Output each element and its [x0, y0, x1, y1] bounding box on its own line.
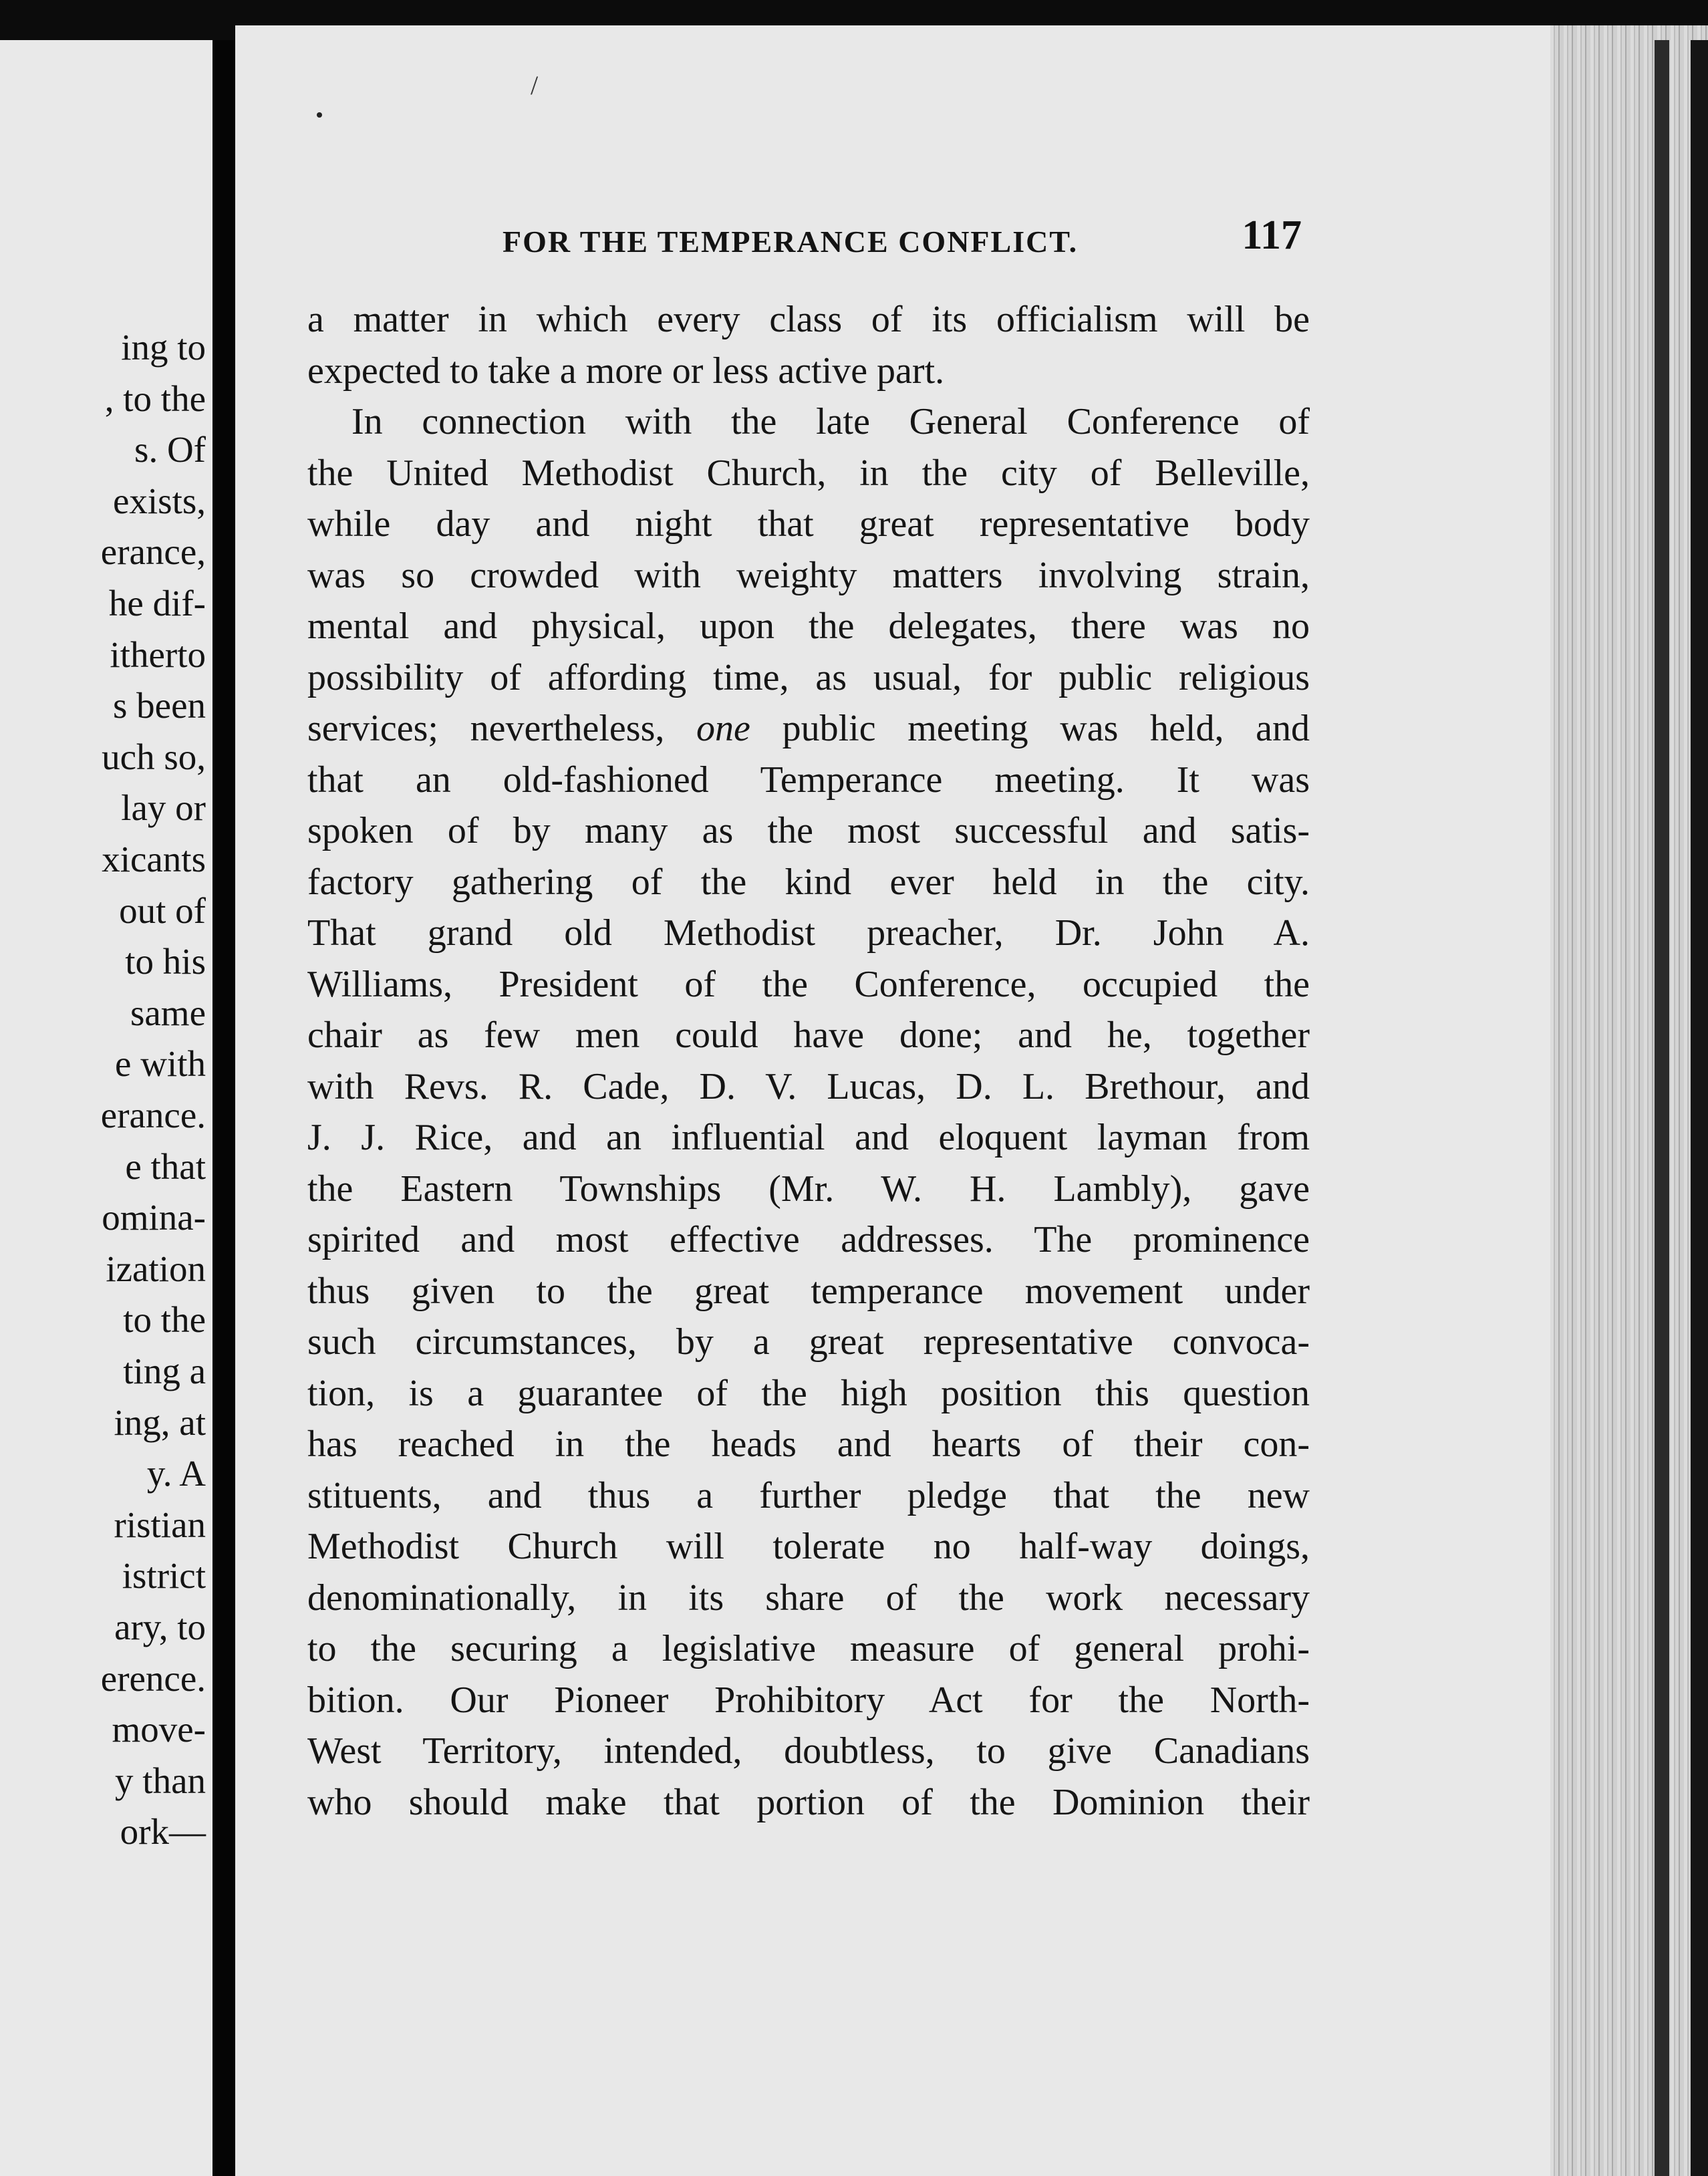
body-line: bition. Our Pioneer Prohibitory Act for the North- [307, 1679, 1310, 1721]
left-page-fragment: ary, to [114, 1607, 206, 1647]
left-page-fragment: to his [125, 941, 206, 982]
body-line: was so crowded with weighty matters involving strain, [307, 554, 1310, 596]
left-page-fragment: ing to [121, 327, 206, 368]
left-page-fragment: move- [112, 1709, 206, 1750]
body-line: that an old-fashioned Temperance meeting. It was [307, 759, 1310, 801]
body-line: In connection with the late General Conference of [351, 401, 1310, 442]
running-header: FOR THE TEMPERANCE CONFLICT. [503, 225, 1079, 259]
body-line: That grand old Methodist preacher, Dr. John A. [307, 912, 1310, 954]
body-line: Williams, President of the Conference, occupied the [307, 963, 1310, 1005]
left-page-fragment: ork— [120, 1811, 206, 1853]
page-edge-shadow [1655, 40, 1669, 2176]
left-page-fragment: e that [125, 1145, 206, 1187]
speck-mark [317, 112, 322, 118]
body-line: J. J. Rice, and an influential and eloquent layman from [307, 1117, 1310, 1158]
left-page-fragment: y than [115, 1760, 206, 1801]
body-line: denominationally, in its share of the work necessary [307, 1577, 1310, 1619]
body-line: tion, is a guarantee of the high position this question [307, 1372, 1310, 1414]
left-page-fragment: y. A [146, 1453, 206, 1494]
left-page-fragment: ting a [123, 1351, 206, 1391]
left-page-fragment: erance, [100, 531, 206, 573]
body-line: mental and physical, upon the delegates, there was no [307, 605, 1310, 647]
left-page-fragment: uch so, [102, 736, 206, 777]
left-page-fragment: xicants [102, 839, 206, 879]
left-page-fragment: lay or [121, 787, 206, 829]
body-line: possibility of affording time, as usual, for public religious [307, 656, 1310, 698]
left-page-fragment: ing, at [114, 1401, 206, 1443]
body-line: the Eastern Townships (Mr. W. H. Lambly), gave [307, 1168, 1310, 1210]
left-page-fragment: istrict [122, 1555, 206, 1597]
body-line-segment: services; nevertheless, [307, 708, 697, 749]
body-line: expected to take a more or less active part. [307, 350, 945, 392]
page-edges [1550, 25, 1708, 2176]
page-number: 117 [1242, 213, 1302, 258]
body-line: who should make that portion of the Dominion their [307, 1781, 1310, 1823]
body-line: stituents, and thus a further pledge that the new [307, 1474, 1310, 1516]
body-line: the United Methodist Church, in the city of Belleville, [307, 452, 1310, 494]
left-page [0, 40, 212, 2176]
body-line: a matter in which every class of its officialism will be [307, 299, 1310, 340]
left-page-fragment: e with [115, 1043, 206, 1085]
binding-gutter [212, 40, 235, 2176]
left-page-fragment: ristian [114, 1504, 206, 1545]
body-line: Methodist Church will tolerate no half-way doings, [307, 1526, 1310, 1567]
left-page-fragment: exists, [112, 480, 206, 521]
left-page-fragment: s been [113, 685, 206, 726]
left-page-fragment: itherto [110, 634, 206, 675]
page-edge-shadow-outer [1691, 40, 1708, 2176]
italic-emphasis: one [696, 708, 750, 749]
body-line: chair as few men could have done; and he, together [307, 1014, 1310, 1056]
body-line: West Territory, intended, doubtless, to give Canadians [307, 1730, 1310, 1772]
body-line-segment: public meeting was held, and [750, 708, 1310, 749]
left-page-fragment: same [130, 992, 206, 1033]
body-line: with Revs. R. Cade, D. V. Lucas, D. L. Brethour, and [307, 1065, 1310, 1107]
body-line: has reached in the heads and hearts of their con- [307, 1423, 1310, 1465]
body-line: while day and night that great representative body [307, 503, 1310, 545]
left-page-fragment: to the [123, 1299, 206, 1341]
body-line: spoken of by many as the most successful and satis- [307, 810, 1310, 851]
left-page-fragment: erance. [100, 1095, 206, 1135]
left-page-fragment: s. Of [134, 429, 206, 470]
left-page-fragment: ization [106, 1248, 206, 1289]
left-page-fragment: he dif- [108, 583, 206, 624]
stray-mark: / [531, 70, 539, 100]
left-page-fragment: erence. [100, 1657, 206, 1699]
body-line: thus given to the great temperance movement under [307, 1270, 1310, 1312]
body-line [307, 703, 1310, 755]
body-line: spirited and most effective addresses. The prominence [307, 1219, 1310, 1260]
body-line: such circumstances, by a great representative convoca- [307, 1321, 1310, 1363]
left-page-fragment: out of [119, 890, 206, 931]
left-page-fragment: , to the [104, 378, 206, 419]
body-line: to the securing a legislative measure of general prohi- [307, 1628, 1310, 1669]
body-text [307, 294, 1310, 1828]
body-line: factory gathering of the kind ever held in the city. [307, 861, 1310, 903]
left-page-fragment: omina- [102, 1197, 206, 1238]
